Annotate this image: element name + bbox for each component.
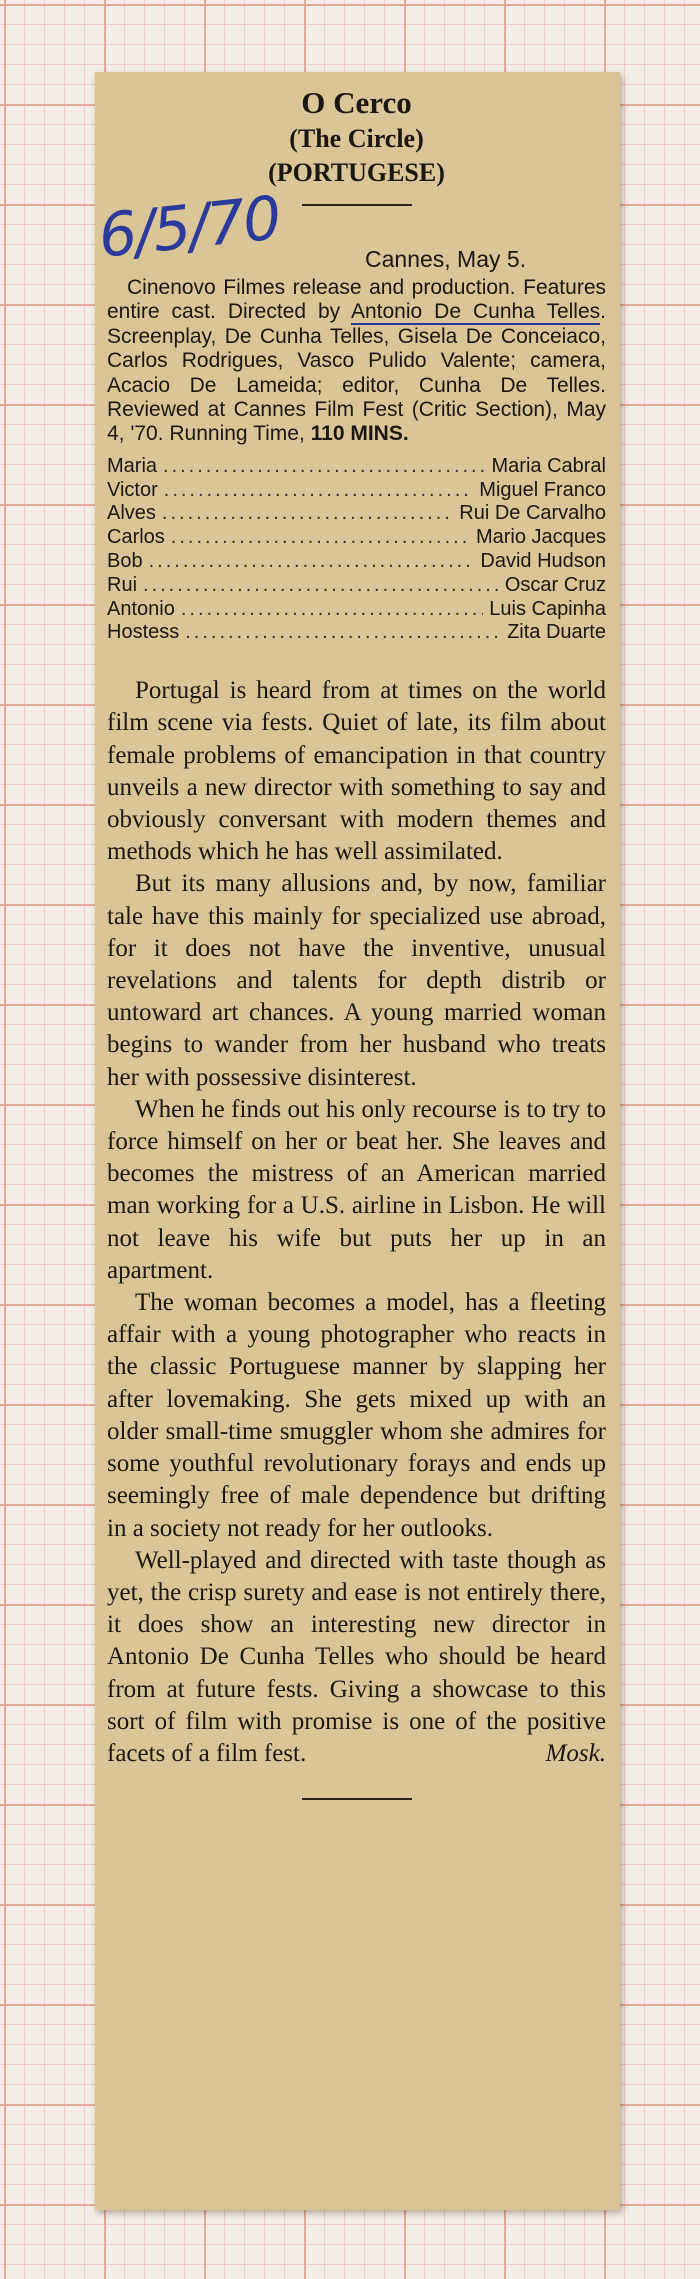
- cast-row: [107, 598, 606, 622]
- leader-dots: [181, 598, 483, 622]
- end-divider: [302, 1798, 412, 1800]
- leader-dots: [149, 550, 475, 574]
- leader-dots: [163, 455, 486, 479]
- cast-actor: Zita Duarte: [507, 621, 606, 644]
- cast-row: [107, 455, 606, 479]
- cast-actor: Miguel Franco: [479, 478, 606, 501]
- leader-dots: [162, 502, 453, 526]
- newspaper-clipping: [95, 72, 620, 2210]
- review-title: O Cerco: [301, 85, 412, 120]
- dateline-row: [95, 183, 606, 272]
- cast-actor: Oscar Cruz: [504, 573, 606, 596]
- leader-dots: [143, 574, 499, 598]
- credits-block: [107, 276, 606, 447]
- leader-dots: [171, 526, 470, 550]
- running-time: 110 MINS.: [310, 422, 409, 446]
- cast-row: [107, 479, 606, 503]
- cast-actor: Mario Jacques: [475, 526, 606, 549]
- leader-dots: [185, 621, 501, 645]
- cast-row: [107, 502, 606, 526]
- cast-role: Maria: [107, 454, 158, 477]
- cast-role: Alves: [107, 502, 156, 525]
- cast-row: [107, 621, 606, 645]
- credits-text-continued: . Screenplay, De Cunha Telles, Gisela De Conceiaco, Carlos Rodrigues, Vasco Pulido Valente; camera, Acacio De Lameida; editor, Cunha De Telles. Reviewed at Cannes Film Fest (Critic Section), May 4, '70. Running Time,: [107, 300, 606, 446]
- cast-role: Antonio: [107, 597, 175, 620]
- cast-actor: Rui De Carvalho: [459, 502, 606, 525]
- review-paragraph: The woman becomes a model, has a fleeting affair with a young photographer who reacts in the classic Portuguese manner by slapping her after lovemaking. She gets mixed up with an older small-time smuggler whom she admires for some youthful revolutionary forays and ends up seemingly free of male dependence but drifting in a society not ready for her outlooks.: [107, 1289, 606, 1542]
- english-title: (The Circle): [289, 124, 424, 153]
- review-paragraph-text: Well-played and directed with taste though as yet, the crisp surety and ease is not entirely there, it does show an interesting new director in Antonio De Cunha Telles who should be heard from at future fests. Giving a showcase to this sort of film with promise is one of the positive facets of a film fest.: [107, 1546, 606, 1767]
- cast-list: [107, 455, 606, 645]
- review-paragraph: Portugal is heard from at times on the world film scene via fests. Quiet of late, its film about female problems of emancipation in that country unveils a new director with something to say and obviously conversant with modern themes and methods which he has well assimilated.: [107, 677, 606, 866]
- cast-actor: Luis Capinha: [489, 597, 606, 620]
- review-paragraph: But its many allusions and, by now, familiar tale have this mainly for specialized use abroad, for it does not have the inventive, unusual revelations and talents for depth distrib or untoward art chances. A young married woman begins to wander from her husband who treats her with possessive disinterest.: [107, 870, 606, 1091]
- cast-role: Hostess: [107, 621, 180, 644]
- review-paragraph: When he finds out his only recourse is to try to force himself on her or beat her. She leaves and becomes the mistress of an American married man working for a U.S. airline in Lisbon. He will not leave his wife but puts her up in an apartment.: [107, 1095, 606, 1284]
- cast-actor: David Hudson: [480, 550, 606, 573]
- director-name: Antonio De Cunha Telles: [350, 300, 601, 324]
- review-body: [107, 675, 606, 1770]
- language-note: (PORTUGESE): [268, 158, 445, 187]
- credits-text: Cinenovo Filmes release and production. Features entire cast. Directed by: [107, 276, 606, 324]
- cast-role: Rui: [107, 573, 138, 596]
- cast-actor: Maria Cabral: [491, 454, 606, 477]
- handwritten-date: 6/5/70: [95, 183, 283, 272]
- leader-dots: [164, 479, 474, 503]
- cast-role: Bob: [107, 550, 143, 573]
- review-paragraph-final: [107, 1545, 606, 1770]
- cast-role: Victor: [107, 478, 158, 501]
- cast-row: [107, 574, 606, 598]
- cast-role: Carlos: [107, 526, 165, 549]
- cast-row: [107, 550, 606, 574]
- dateline: Cannes, May 5.: [365, 246, 527, 272]
- cast-row: [107, 526, 606, 550]
- reviewer-byline: Mosk.: [545, 1739, 606, 1767]
